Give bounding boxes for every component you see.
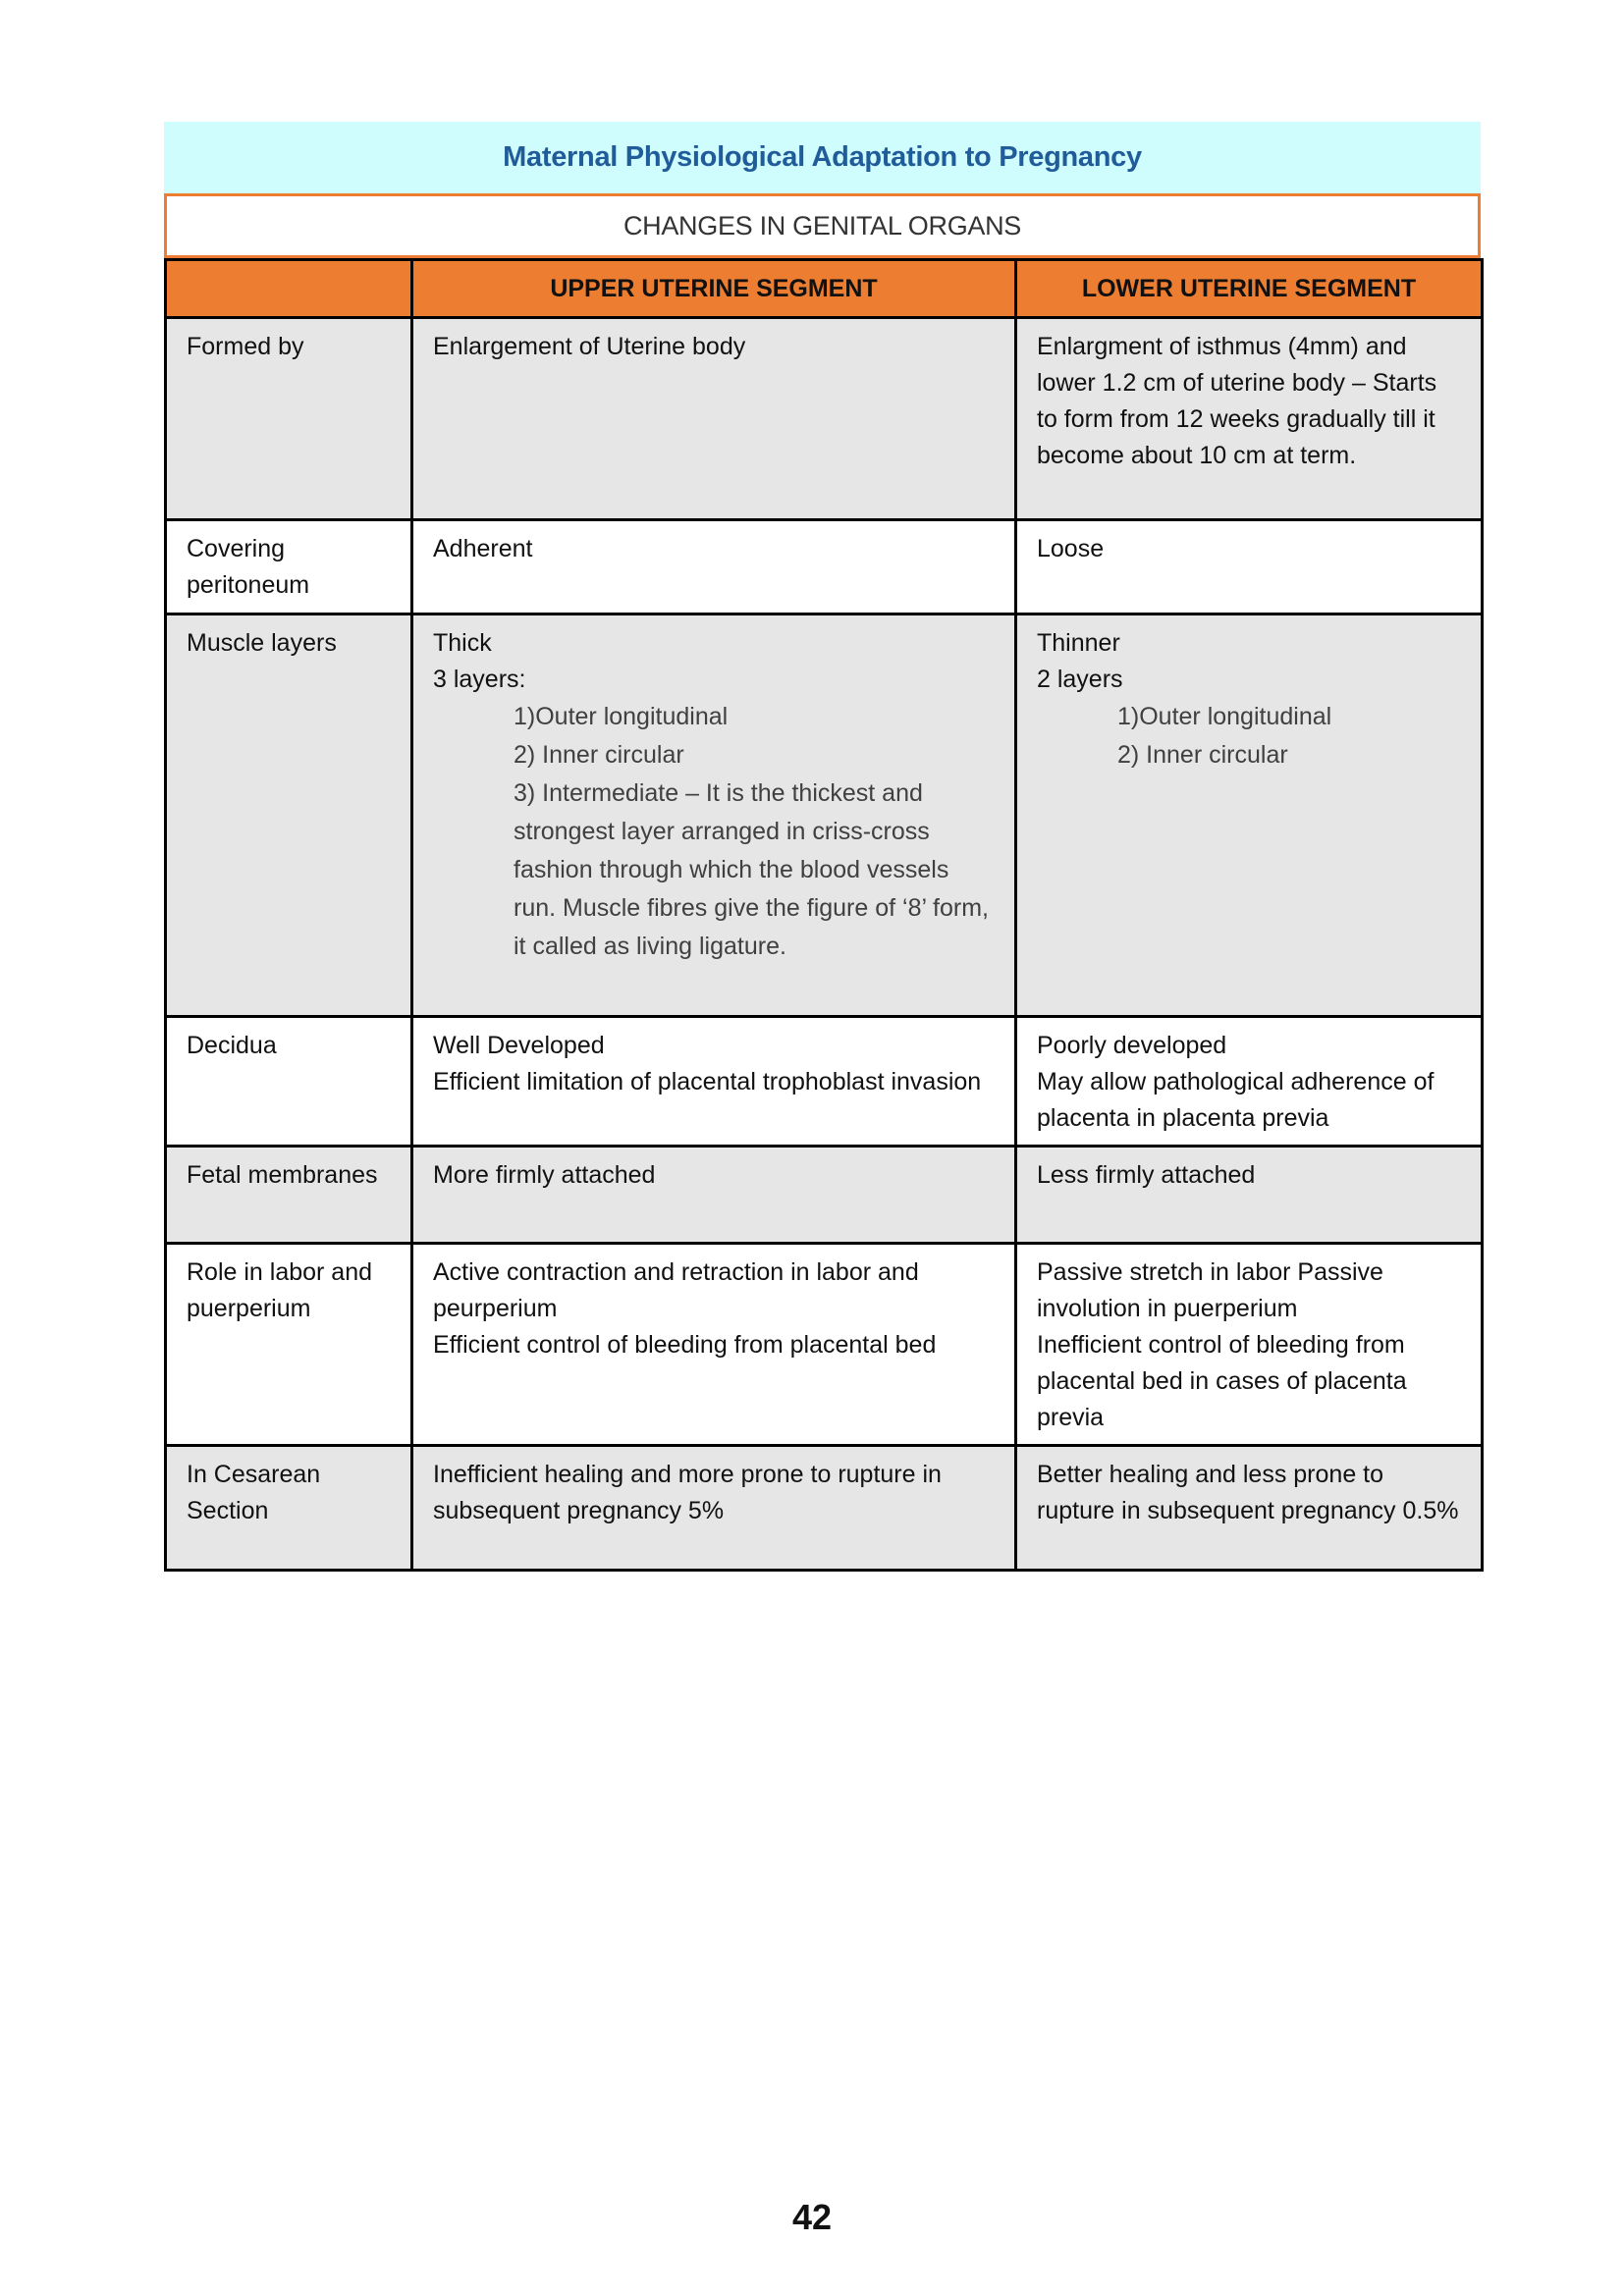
lower-cell — [1016, 318, 1483, 520]
cell-text: Loose — [1037, 535, 1105, 562]
cell-text: Efficient control of bleeding from placental bed — [433, 1331, 937, 1359]
table-row — [166, 1017, 1483, 1147]
row-label: Decidua — [166, 1017, 412, 1147]
table-row — [166, 1147, 1483, 1244]
row-label: Formed by — [166, 318, 412, 520]
lower-cell — [1016, 1017, 1483, 1147]
cell-text: Better healing and less prone to rupture in subsequent pregnancy 0.5% — [1037, 1461, 1459, 1524]
layer-item: 1)Outer longitudinal — [1117, 703, 1332, 730]
table-row — [166, 318, 1483, 520]
row-label: Fetal membranes — [166, 1147, 412, 1244]
cell-text: Thick — [433, 629, 492, 657]
table-row — [166, 1244, 1483, 1446]
layer-item: 3) Intermediate – It is the thickest and strongest layer arranged in criss-cross fashion through which the blood vessels run. Muscle fibres give the figure of ‘8’ form, it called as living ligature. — [514, 779, 989, 960]
cell-text: Active contraction and retraction in labor and peurperium — [433, 1258, 919, 1322]
lower-cell — [1016, 1244, 1483, 1446]
header-cell-empty — [166, 260, 412, 318]
cell-text: Passive stretch in labor Passive involution in puerperium — [1037, 1258, 1383, 1322]
row-label: In Cesarean Section — [166, 1446, 412, 1571]
table-row — [166, 1446, 1483, 1571]
row-label: Role in labor and puerperium — [166, 1244, 412, 1446]
upper-cell — [412, 1017, 1016, 1147]
cell-text: May allow pathological adherence of placenta in placenta previa — [1037, 1068, 1435, 1132]
cell-text: Well Developed — [433, 1032, 605, 1059]
header-cell-lower: LOWER UTERINE SEGMENT — [1016, 260, 1483, 318]
lower-cell — [1016, 1147, 1483, 1244]
upper-cell — [412, 318, 1016, 520]
lower-cell — [1016, 614, 1483, 1017]
title-band — [164, 122, 1481, 193]
row-label: Muscle layers — [166, 614, 412, 1017]
header-cell-upper: UPPER UTERINE SEGMENT — [412, 260, 1016, 318]
cell-text: 2 layers — [1037, 666, 1123, 693]
cell-text: Efficient limitation of placental trophoblast invasion — [433, 1068, 982, 1095]
layer-item: 2) Inner circular — [514, 741, 684, 769]
cell-text: Inefficient control of bleeding from placental bed in cases of placenta previa — [1037, 1331, 1407, 1431]
upper-cell — [412, 614, 1016, 1017]
table-row — [166, 614, 1483, 1017]
upper-cell — [412, 1244, 1016, 1446]
cell-text: 3 layers: — [433, 666, 526, 693]
cell-text: Inefficient healing and more prone to rupture in subsequent pregnancy 5% — [433, 1461, 942, 1524]
upper-cell — [412, 1147, 1016, 1244]
upper-cell — [412, 520, 1016, 614]
layer-item: 2) Inner circular — [1117, 741, 1288, 769]
cell-text: Enlargment of isthmus (4mm) and lower 1.2 cm of uterine body – Starts to form from 12 weeks gradually till it become about 10 cm at term. — [1037, 333, 1437, 469]
section-subtitle: CHANGES IN GENITAL ORGANS — [623, 210, 1022, 240]
lower-cell — [1016, 1446, 1483, 1571]
lower-cell — [1016, 520, 1483, 614]
cell-text: Adherent — [433, 535, 533, 562]
cell-text: More firmly attached — [433, 1161, 656, 1189]
page-number: 42 — [791, 2197, 833, 2237]
layer-item: 1)Outer longitudinal — [514, 703, 729, 730]
table-header-row — [166, 260, 1483, 318]
document-title: Maternal Physiological Adaptation to Pregnancy — [503, 141, 1142, 173]
cell-text: Thinner — [1037, 629, 1120, 657]
cell-text: Less firmly attached — [1037, 1161, 1256, 1189]
cell-text: Poorly developed — [1037, 1032, 1227, 1059]
uterine-segment-comparison-table — [164, 258, 1484, 1572]
section-subtitle-box — [164, 193, 1481, 258]
cell-text: Enlargement of Uterine body — [433, 333, 746, 360]
row-label: Covering peritoneum — [166, 520, 412, 614]
table-row — [166, 520, 1483, 614]
upper-cell — [412, 1446, 1016, 1571]
